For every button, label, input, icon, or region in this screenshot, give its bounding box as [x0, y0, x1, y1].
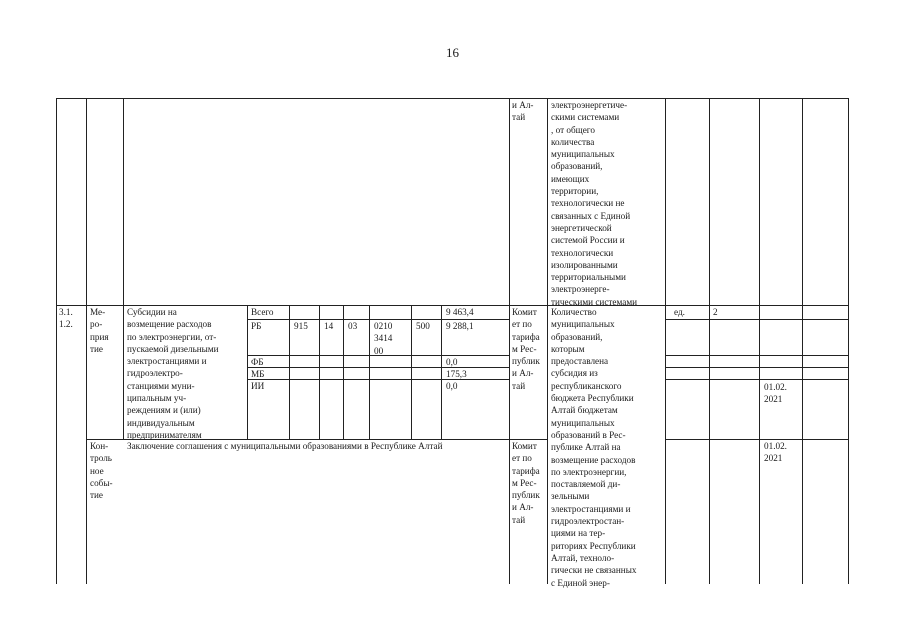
indicator-line: по электроэнергии,	[551, 466, 627, 477]
indicator-line: возмещение расходов	[551, 454, 636, 465]
row-type-line: ро-	[90, 319, 103, 330]
activity-name-line: индивидуальным	[127, 417, 195, 428]
top-indicator-line: связанных с Единой	[551, 210, 631, 221]
control-event-executor-line: тарифа	[512, 465, 540, 476]
indicator-line: риториях Республики	[551, 540, 636, 551]
top-indicator-line: электроэнергетиче-	[551, 100, 628, 110]
top-indicator-line: образований,	[551, 161, 603, 172]
control-event-executor-line: м Рес-	[512, 477, 537, 488]
row-number-cell	[59, 306, 85, 331]
top-indicator-line: имеющих	[551, 173, 590, 184]
indicator-line: поставляемой ди-	[551, 479, 621, 490]
row-date-line: 01.02.	[764, 382, 787, 392]
activity-name-line: Субсидии на	[127, 307, 177, 317]
top-indicator-line: количества	[551, 136, 595, 147]
activity-name-line: станциями муни-	[127, 380, 195, 391]
top-indicator-line: , от общего	[551, 124, 595, 135]
control-event-executor-line: Комит	[512, 441, 537, 451]
activity-name-line: по электроэнергии, от-	[127, 331, 217, 342]
control-event-type-line: собы-	[90, 477, 113, 488]
control-event-type-line: Кон-	[90, 441, 109, 451]
top-indicator-line: тическими системами	[551, 296, 638, 307]
control-event-date-line: 2021	[764, 453, 783, 464]
funding-amount: 9 463,4	[446, 307, 474, 317]
indicator-line: зельными	[551, 491, 590, 502]
activity-name-line: ципальным уч-	[127, 393, 187, 404]
control-event-executor-line: тай	[512, 514, 526, 525]
row-date-line: 2021	[764, 394, 783, 405]
top-indicator-line: изолированными	[551, 259, 618, 270]
indicator-line: публике Алтай на	[551, 442, 621, 453]
funding-csr-line: 0210	[374, 321, 393, 331]
indicator-line: циями на тер-	[551, 528, 606, 539]
funding-grbs: 915	[294, 321, 308, 331]
funding-csr-line: 00	[374, 345, 384, 356]
row-executor-line: м Рес-	[512, 343, 537, 354]
indicator-line: муниципальных	[551, 417, 615, 428]
top-executor-line: тай	[512, 112, 526, 123]
control-event-executor-line: публик	[512, 490, 540, 501]
row-executor-line: тай	[512, 380, 526, 391]
indicator-line: республиканского	[551, 380, 622, 391]
indicator-line: Алтай, техноло-	[551, 552, 615, 563]
top-indicator-line: территориальными	[551, 272, 626, 283]
indicator-line: субсидия из	[551, 368, 598, 379]
activity-name-line: электростанциями и	[127, 356, 207, 367]
indicator-line: предоставлена	[551, 356, 609, 367]
funding-source: ИИ	[251, 381, 265, 391]
top-executor-cell	[512, 99, 546, 124]
funding-source: ФБ	[251, 357, 264, 367]
top-indicator-line: технологически не	[551, 198, 625, 209]
indicator-line: Алтай бюджетам	[551, 405, 618, 416]
control-event-date-line: 01.02.	[764, 441, 787, 451]
row-type-line: тие	[90, 343, 104, 354]
funding-source: РБ	[251, 321, 262, 331]
funding-source: МБ	[251, 369, 265, 379]
activity-name-line: пускаемой дизельными	[127, 343, 219, 354]
indicator-line: гически не связанных	[551, 565, 637, 576]
indicator-line: муниципальных	[551, 319, 615, 330]
row-type-line: прия	[90, 331, 109, 342]
indicator-line: с Единой энер-	[551, 577, 610, 588]
funding-vr: 500	[416, 321, 430, 331]
row-number-line: 1.2.	[59, 319, 73, 330]
top-indicator-line: энергетической	[551, 222, 612, 233]
row-executor-line: тарифа	[512, 331, 540, 342]
top-indicator-line: системой России и	[551, 235, 625, 246]
activity-name-line: предпринимателям	[127, 429, 202, 440]
control-event-type-line: тие	[90, 490, 104, 501]
page-number: 16	[446, 45, 459, 60]
indicator-line: гидроэлектростан-	[551, 516, 625, 527]
top-indicator-line: технологически	[551, 247, 614, 258]
row-executor-line: ет по	[512, 319, 532, 330]
funding-amount: 0,0	[446, 357, 458, 367]
funding-amount: 175,3	[446, 369, 467, 379]
row-executor-cell	[512, 306, 546, 392]
funding-amount: 9 288,1	[446, 321, 474, 331]
funding-amount: 0,0	[446, 381, 458, 391]
control-event-type-cell	[90, 440, 122, 501]
top-executor-line: и Ал-	[512, 100, 534, 110]
funding-source: Всего	[251, 307, 274, 317]
control-event-executor-line: ет по	[512, 453, 532, 464]
control-event-type-line: ное	[90, 465, 104, 476]
row-executor-line: публик	[512, 356, 540, 367]
top-indicator-line: муниципальных	[551, 149, 615, 160]
control-event-type-line: троль	[90, 453, 112, 464]
control-event-executor-cell	[512, 440, 546, 526]
top-indicator-line: территории,	[551, 186, 599, 197]
activity-name-cell	[127, 306, 246, 441]
control-event-date-cell	[764, 440, 800, 465]
indicator-line: бюджета Республики	[551, 393, 634, 404]
indicator-line: образований,	[551, 331, 603, 342]
control-event-text: Заключение соглашения с муниципальными образованиями в Республике Алтай	[127, 441, 443, 451]
indicator-line: образований в Рес-	[551, 429, 626, 440]
funding-csr-line: 3414	[374, 333, 393, 344]
activity-name-line: гидроэлектро-	[127, 368, 183, 379]
indicator-value: 2	[713, 307, 718, 317]
row-executor-line: и Ал-	[512, 368, 534, 379]
indicator-line: Количество	[551, 307, 597, 317]
top-indicator-line: электроэнерге-	[551, 284, 610, 295]
top-indicator-cell	[551, 99, 663, 308]
row-type-line: Ме-	[90, 307, 106, 317]
row-executor-line: Комит	[512, 307, 537, 317]
indicator-line: электростанциями и	[551, 503, 631, 514]
indicator-line: которым	[551, 343, 585, 354]
unit-of-measure: ед.	[674, 307, 685, 317]
activity-name-line: реждениям и (или)	[127, 405, 201, 416]
funding-rz: 14	[324, 321, 334, 331]
row-date-cell	[764, 381, 800, 406]
top-indicator-line: скими системами	[551, 112, 620, 123]
indicator-cell	[551, 306, 663, 589]
row-number-line: 3.1.	[59, 307, 73, 317]
funding-pr: 03	[348, 321, 358, 331]
row-type-cell	[90, 306, 122, 355]
funding-csr	[374, 320, 410, 357]
control-event-executor-line: и Ал-	[512, 502, 534, 513]
activity-name-line: возмещение расходов	[127, 319, 212, 330]
